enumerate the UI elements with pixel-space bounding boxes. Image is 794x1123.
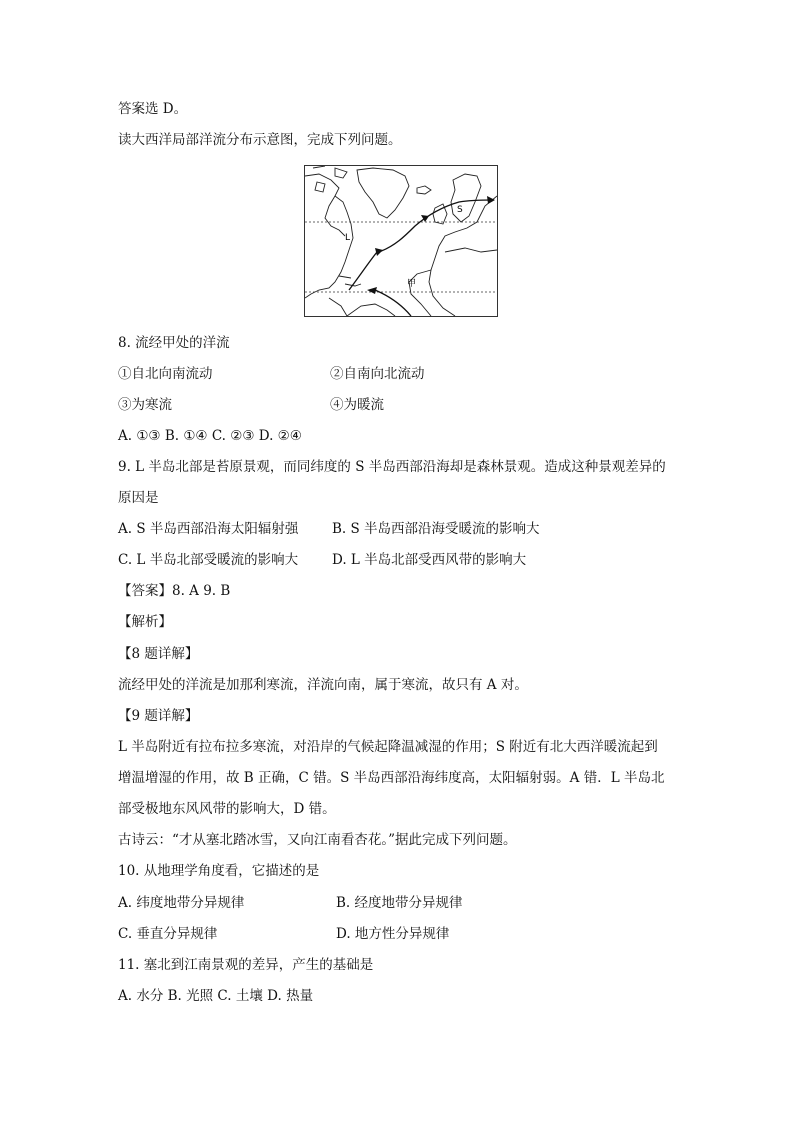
question-8: 8. 流经甲处的洋流 xyxy=(118,335,230,351)
q10-option-d: D. 地方性分异规律 xyxy=(336,926,450,942)
q9-option-b: B. S 半岛西部沿海受暖流的影响大 xyxy=(332,521,540,537)
atlantic-current-map xyxy=(304,165,498,317)
question-intro: 读大西洋局部洋流分布示意图，完成下列问题。 xyxy=(118,132,402,148)
q8-option-3: ③为寒流 xyxy=(118,397,172,413)
q8-option-2: ②自南向北流动 xyxy=(330,366,425,382)
europe-africa-outline xyxy=(429,196,497,316)
poem-intro: 古诗云：“才从塞北踏冰雪，又向江南看杏花。”据此完成下列问题。 xyxy=(118,832,517,848)
question-9-cont: 原因是 xyxy=(118,490,159,506)
q11-choices: A. 水分 B. 光照 C. 土壤 D. 热量 xyxy=(118,988,314,1004)
arrow-head-4 xyxy=(367,287,377,294)
question-10: 10. 从地理学角度看，它描述的是 xyxy=(118,863,320,879)
arrow-head-1 xyxy=(487,196,495,204)
q9-detail-line-2: 增温增湿的作用，故 B 正确，C 错。S 半岛西部沿海纬度高，太阳辐射弱。A 错．L 半岛北 xyxy=(118,770,665,786)
answer-heading: 【答案】8. A 9. B xyxy=(118,583,231,599)
analysis-heading: 【解析】 xyxy=(118,614,172,630)
q8-option-1: ①自北向南流动 xyxy=(118,366,213,382)
canary-current-arrow xyxy=(375,290,411,316)
q10-option-c: C. 垂直分异规律 xyxy=(118,926,218,942)
q9-option-a: A. S 半岛西部沿海太阳辐射强 xyxy=(118,521,299,537)
q8-detail-heading: 【8 题详解】 xyxy=(118,646,199,662)
map-label-s: S xyxy=(457,205,463,215)
q8-option-4: ④为暖流 xyxy=(330,397,384,413)
q9-option-d: D. L 半岛北部受西风带的影响大 xyxy=(332,552,527,568)
caribbean-islands xyxy=(329,276,361,316)
map-label-l: L xyxy=(345,233,351,243)
arrow-head-2 xyxy=(375,248,383,256)
q10-option-b: B. 经度地带分异规律 xyxy=(336,895,463,911)
labrador-outline xyxy=(325,196,345,236)
q8-choices: A. ①③ B. ①④ C. ②③ D. ②④ xyxy=(118,428,302,444)
q9-detail-line-1: L 半岛附近有拉布拉多寒流，对沿岸的气候起降温减湿的作用；S 附近有北大西洋暖流起到 xyxy=(118,739,658,755)
map-label-jia: 甲 xyxy=(407,279,417,289)
north-atlantic-drift-arrow xyxy=(349,200,493,290)
q10-option-a: A. 纬度地带分异规律 xyxy=(118,895,245,911)
q9-option-c: C. L 半岛北部受暖流的影响大 xyxy=(118,552,299,568)
scandinavia-outline xyxy=(451,174,481,222)
answer-prev: 答案选 D。 xyxy=(118,101,188,117)
question-11: 11. 塞北到江南景观的差异，产生的基础是 xyxy=(118,957,374,973)
map-drawing xyxy=(305,166,497,316)
mediterranean-outline xyxy=(445,248,497,252)
south-america-outline xyxy=(347,304,395,316)
greenland-outline xyxy=(357,168,409,218)
africa-bulge xyxy=(409,270,431,316)
question-9: 9. L 半岛北部是苔原景观，而同纬度的 S 半岛西部沿海却是森林景观。造成这种景观差异的 xyxy=(118,459,666,475)
q9-detail-line-3: 部受极地东风风带的影响大，D 错。 xyxy=(118,801,336,817)
q8-detail-text: 流经甲处的洋流是加那利寒流，洋流向南，属于寒流，故只有 A 对。 xyxy=(118,677,528,693)
iceland-outline xyxy=(417,186,431,194)
q9-detail-heading: 【9 题详解】 xyxy=(118,708,199,724)
